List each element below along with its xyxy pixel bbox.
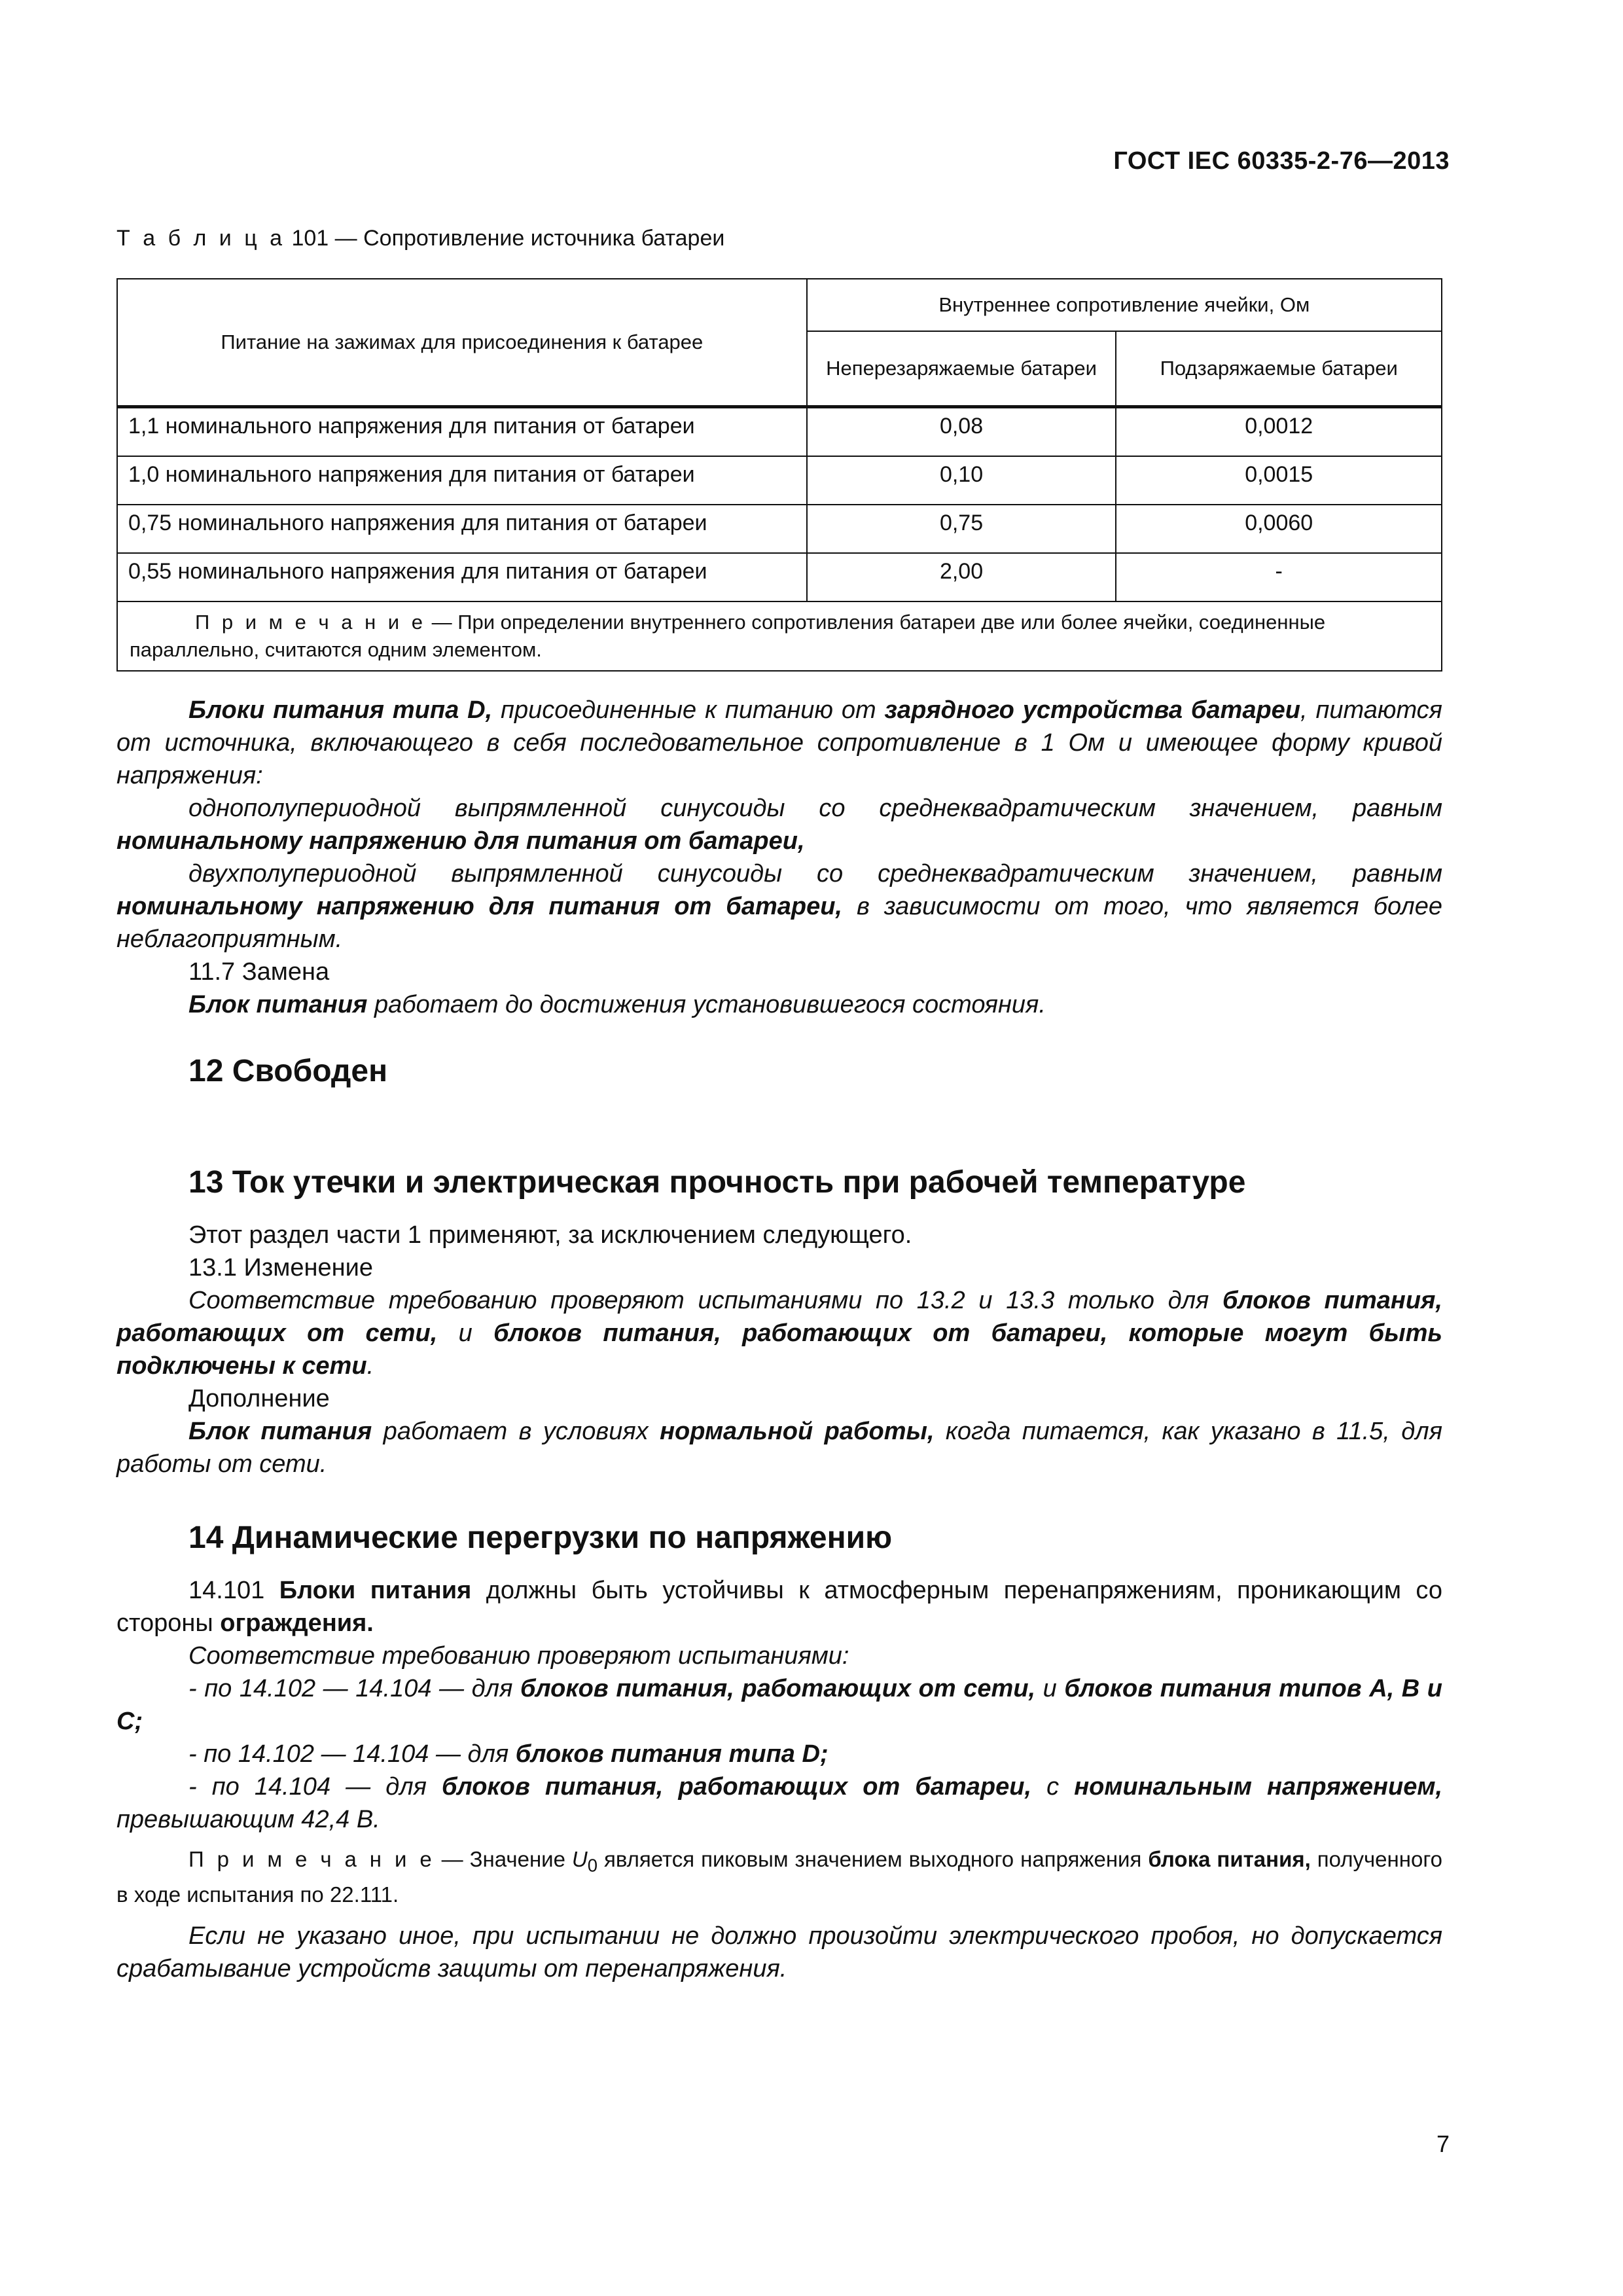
term-rated-voltage: номинальным напряжением, (1074, 1773, 1442, 1801)
paragraph-full-wave (116, 857, 1442, 956)
term-power-supply: блока питания, (1148, 1847, 1311, 1871)
paragraph-compliance-13 (116, 1284, 1442, 1382)
list-item-tests-d (116, 1738, 1442, 1770)
table-caption-prefix: Т а б л и ц а (116, 226, 286, 251)
row-non-rechargeable-value: 0,75 (807, 505, 1116, 553)
text-span: работает до достижения установившегося состояния. (367, 991, 1046, 1018)
text-span: — Значение (435, 1847, 572, 1871)
note-label: П р и м е ч а н и е (188, 1847, 435, 1871)
table-note-row (117, 601, 1442, 671)
text-span: присоединенные к питанию от (492, 696, 885, 724)
table-note-label: П р и м е ч а н и е (195, 611, 426, 634)
text-span: - по 14.102 — 14.104 — для (188, 1740, 516, 1768)
table-row (117, 505, 1442, 553)
row-label: 1,0 номинального напряжения для питания от батареи (117, 456, 807, 505)
clause-13-1: 13.1 Изменение (188, 1254, 373, 1282)
heading-section-14: 14 Динамические перегрузки по напряжению (188, 1520, 893, 1555)
text-span: является пиковым значением выходного напряжения (597, 1847, 1149, 1871)
variable-subscript: 0 (587, 1855, 598, 1876)
section-12 (116, 1055, 1442, 1088)
table-head-internal-resistance: Внутреннее сопротивление ячейки, Ом (807, 279, 1442, 331)
text-span: . (366, 1352, 374, 1380)
row-label: 0,75 номинального напряжения для питания от батареи (117, 505, 807, 553)
text-span: превышающим 42,4 В. (116, 1806, 380, 1833)
table-row (117, 407, 1442, 457)
text-span: когда питается, как указано в 11.5, для работы от сети. (116, 1418, 1442, 1478)
table-row (117, 553, 1442, 601)
clause-11-7: 11.7 Замена (188, 958, 330, 986)
table-caption-text: 101 — Сопротивление источника батареи (285, 226, 725, 251)
text-span: однополупериодной выпрямленной синусоиды со среднеквадратическим значением, равным (188, 795, 1442, 822)
row-non-rechargeable-value: 0,08 (807, 407, 1116, 457)
paragraph-no-breakdown: Если не указано иное, при испытании не должно произойти электрического пробоя, но допускается срабатывание устройств защиты от перенапряжения. (116, 1922, 1442, 1982)
term-rated-battery-voltage: номинальному напряжению для питания от батареи, (116, 893, 842, 920)
row-label: 0,55 номинального напряжения для питания от батареи (117, 553, 807, 601)
paragraph-half-wave (116, 792, 1442, 857)
paragraph-section-13-intro: Этот раздел части 1 применяют, за исключением следующего. (188, 1221, 912, 1249)
table-note (117, 601, 1442, 671)
row-label: 1,1 номинального напряжения для питания от батареи (117, 407, 807, 457)
variable-u: U (571, 1847, 588, 1871)
list-item-tests-abc (116, 1672, 1442, 1738)
term-enclosure: ограждения. (220, 1609, 374, 1637)
term-normal-operation: нормальной работы, (660, 1418, 935, 1445)
term-power-supplies: Блоки питания (279, 1577, 472, 1604)
clause-14-101 (116, 1574, 1442, 1640)
term-battery-charger: зарядного устройства батареи (884, 696, 1301, 724)
text-span: Соответствие требованию проверяют испытаниями по 13.2 и 13.3 только для (188, 1287, 1223, 1314)
term-power-supplies-abc: блоков питания типов А, В и С; (116, 1675, 1443, 1735)
clause-number: 14.101 (188, 1577, 279, 1604)
term-power-supply: Блок питания (188, 1418, 372, 1445)
list-item-tests-battery (116, 1770, 1442, 1836)
paragraph-normal-operation (116, 1415, 1442, 1480)
term-mains-power-supplies: блоков питания, работающих от сети, (116, 1287, 1442, 1347)
text-span: двухполупериодной выпрямленной синусоиды со среднеквадратическим значением, равным (188, 860, 1442, 888)
term-battery-power-supplies: блоков питания, работающих от батареи, которые могут быть подключены к сети (116, 1319, 1442, 1380)
row-rechargeable-value: - (1116, 553, 1442, 601)
text-span: должны быть устойчивы к атмосферным перенапряжениям, проникающим со стороны (116, 1577, 1442, 1637)
row-non-rechargeable-value: 0,10 (807, 456, 1116, 505)
section-13 (116, 1166, 1442, 1480)
row-rechargeable-value: 0,0060 (1116, 505, 1442, 553)
note-peak-voltage (116, 1845, 1442, 1909)
term-mains-power-supplies: блоков питания, работающих от сети, (520, 1675, 1036, 1702)
heading-section-13: 13 Ток утечки и электрическая прочность при рабочей температуре (188, 1165, 1246, 1200)
page-number: 7 (1436, 2130, 1450, 2157)
text-span: - по 14.102 — 14.104 — для (188, 1675, 520, 1702)
row-rechargeable-value: 0,0012 (1116, 407, 1442, 457)
row-rechargeable-value: 0,0015 (1116, 456, 1442, 505)
paragraph-compliance-14: Соответствие требованию проверяют испытаниями: (188, 1642, 849, 1670)
term-power-supply: Блок питания (188, 991, 368, 1018)
text-span: полученного в ходе испытания по 22.111. (116, 1847, 1443, 1907)
term-rated-battery-voltage: номинальному напряжению для питания от батареи, (116, 827, 805, 855)
term-battery-power-supplies: блоков питания, работающих от батареи, (442, 1773, 1032, 1801)
paragraph-power-supply-type-d (116, 694, 1442, 792)
term-power-supply-type-d: Блоки питания типа D, (188, 696, 493, 724)
table-note-text: — При определении внутреннего сопротивления батареи две или более ячейки, соединенные параллельно, считаются одним элементом. (130, 611, 1326, 661)
heading-section-12: 12 Свободен (188, 1054, 388, 1088)
text-span: - по 14.104 — для (188, 1773, 442, 1801)
table-row (117, 456, 1442, 505)
term-power-supplies-type-d: блоков питания типа D; (515, 1740, 829, 1768)
text-span: и (1035, 1675, 1065, 1702)
text-span: работает в условиях (372, 1418, 660, 1445)
addition-label: Дополнение (188, 1385, 330, 1412)
text-span: , питаются от источника, включающего в себя последовательное сопротивление в 1 Ом и имеющее форму кривой напряжения: (116, 696, 1442, 789)
text-span: и (437, 1319, 494, 1347)
table-caption (116, 226, 724, 251)
text-span: с (1031, 1773, 1075, 1801)
text-span: в зависимости от того, что является более неблагоприятным. (116, 893, 1442, 953)
paragraph-steady-state (116, 988, 1442, 1021)
resistance-table (116, 278, 1442, 672)
section-11-text (116, 694, 1442, 1021)
section-14 (116, 1522, 1442, 1985)
table-head-non-rechargeable: Неперезаряжаемые батареи (807, 331, 1116, 407)
table-head-rechargeable: Подзаряжаемые батареи (1116, 331, 1442, 407)
document-code: ГОСТ IEC 60335-2-76—2013 (1113, 147, 1450, 175)
table-head-supply: Питание на зажимах для присоединения к батарее (117, 279, 807, 407)
row-non-rechargeable-value: 2,00 (807, 553, 1116, 601)
